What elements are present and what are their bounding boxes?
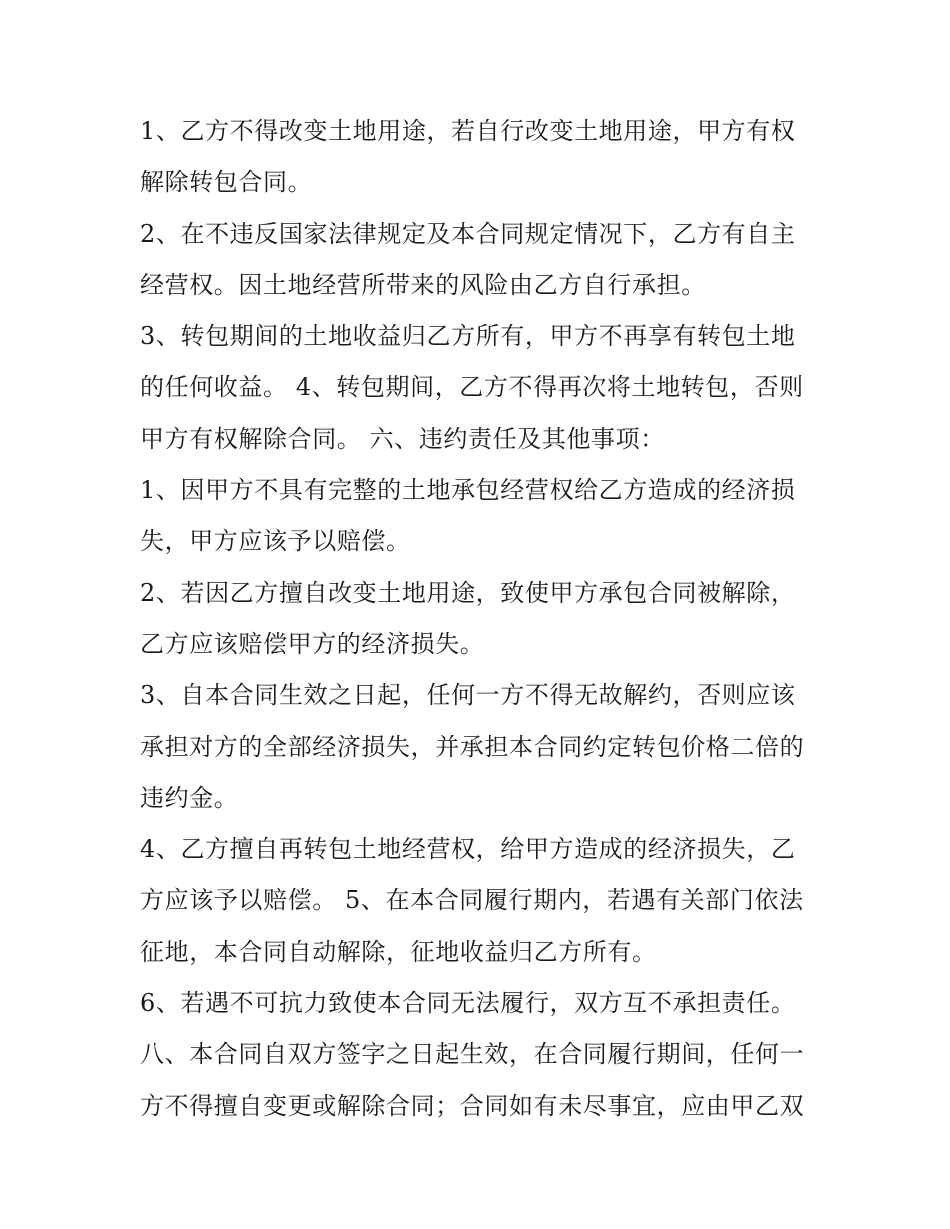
text-line: 方不得擅自变更或解除合同；合同如有未尽事宜，应由甲乙双 bbox=[140, 1091, 805, 1120]
text-line: 乙方应该赔偿甲方的经济损失。 bbox=[140, 629, 485, 658]
text-line: 2、在不违反国家法律规定及本合同规定情况下，乙方有自主 bbox=[140, 219, 796, 248]
text-line: 3、转包期间的土地收益归乙方所有，甲方不再享有转包土地 bbox=[140, 322, 796, 351]
text-line: 承担对方的全部经济损失，并承担本合同约定转包价格二倍的 bbox=[140, 732, 805, 761]
text-line: 征地，本合同自动解除，征地收益归乙方所有。 bbox=[140, 937, 657, 966]
text-line: 方应该予以赔偿。 5、在本合同履行期内，若遇有关部门依法 bbox=[140, 886, 804, 915]
text-line: 失，甲方应该予以赔偿。 bbox=[140, 527, 411, 556]
text-line: 2、若因乙方擅自改变土地用途，致使甲方承包合同被解除， bbox=[140, 578, 796, 607]
text-line: 八、本合同自双方签字之日起生效，在合同履行期间，任何一 bbox=[140, 1040, 805, 1069]
document-body bbox=[140, 106, 820, 1132]
text-line: 甲方有权解除合同。 六、违约责任及其他事项： bbox=[140, 424, 665, 453]
text-line: 违约金。 bbox=[140, 783, 239, 812]
text-line: 解除转包合同。 bbox=[140, 168, 313, 197]
text-line: 4、乙方擅自再转包土地经营权，给甲方造成的经济损失，乙 bbox=[140, 835, 796, 864]
text-line: 1、因甲方不具有完整的土地承包经营权给乙方造成的经济损 bbox=[140, 476, 796, 505]
text-line: 的任何收益。 4、转包期间，乙方不得再次将土地转包，否则 bbox=[140, 373, 804, 402]
text-line: 6、若遇不可抗力致使本合同无法履行，双方互不承担责任。 bbox=[140, 989, 796, 1018]
text-line: 3、自本合同生效之日起，任何一方不得无故解约，否则应该 bbox=[140, 681, 796, 710]
text-line: 经营权。因土地经营所带来的风险由乙方自行承担。 bbox=[140, 270, 706, 299]
text-line: 1、乙方不得改变土地用途，若自行改变土地用途，甲方有权 bbox=[140, 117, 796, 145]
